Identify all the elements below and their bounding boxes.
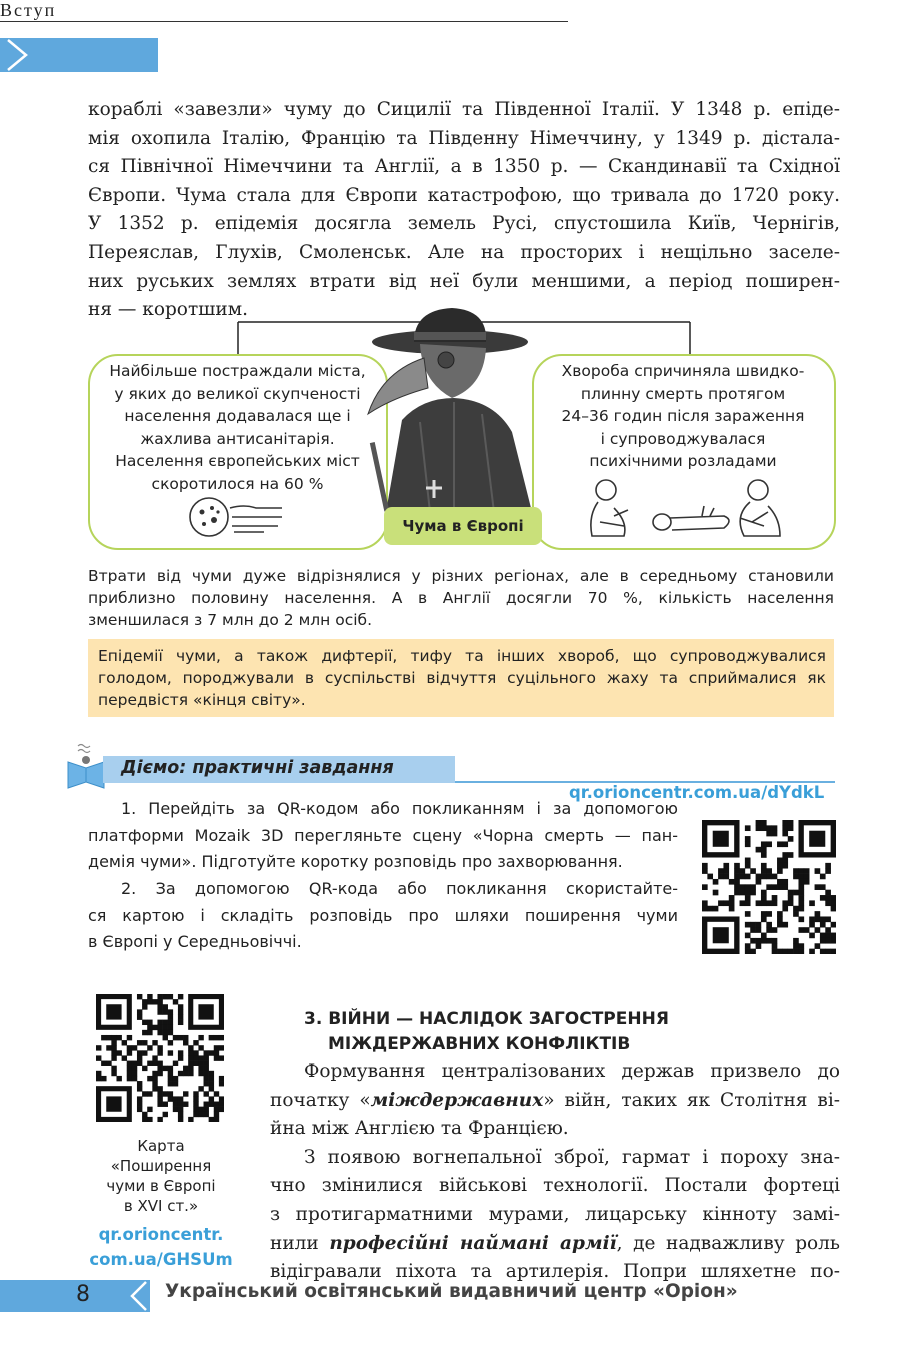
text-line: Втрати від чуми дуже відрізнялися у різних регіонах, але в середньому становили <box>88 567 834 585</box>
text-line: голодом, породжували в суспільстві відчуття суцільного жаху та сприймалися як <box>98 669 826 687</box>
bacteria-hand-icon <box>186 494 286 540</box>
sick-people-icon <box>584 476 784 542</box>
text-line: у яких до великої скупченості <box>114 384 361 403</box>
diagram-caption: Чума в Європі <box>384 507 542 545</box>
text-line: Переяслав, Глухів, Смоленськ. Але на просторих і нещільно заселе- <box>88 241 840 263</box>
text-span: » війн, таких як Столітня ві- <box>543 1089 840 1111</box>
text-line: платформи Mozaik 3D перегляньте сцену «Чорна смерть — пан- <box>88 825 678 845</box>
section3-paragraph <box>270 1058 840 1287</box>
text-line: в Європі у Середньовіччі. <box>88 932 302 951</box>
text-line: жахлива антисанітарія. <box>140 429 335 448</box>
text-line: Хвороба спричиняла швидко- <box>561 362 805 380</box>
text-line: в XVI ст.» <box>123 1197 199 1215</box>
text-line: них руських землях втрати від неї були меншими, а період поширен- <box>88 270 840 292</box>
chevron-right-icon <box>0 38 40 72</box>
qr-link-dydkl[interactable]: qr.orioncentr.com.ua/dYdkL <box>569 783 825 802</box>
text-line: ся картою і складіть розповідь про шляхи поширення чуми <box>88 905 678 925</box>
text-line: передвістя «кінця світу». <box>98 691 306 709</box>
text-line: Європи. Чума стала для Європи катастрофою, що тривала до 1720 року. <box>88 184 840 206</box>
diagram-right-text <box>542 360 824 473</box>
section-label: Вступ <box>0 0 57 20</box>
link-line[interactable]: qr.orioncentr. <box>98 1225 224 1244</box>
qr-map-caption <box>96 1136 226 1216</box>
page-number: 8 <box>76 1282 90 1307</box>
text-line: відігравали піхота та артилерія. Попри шляхетне по- <box>270 1261 840 1283</box>
text-line: Найбільше постраждали міста, <box>109 362 366 380</box>
text-line: 1. Перейдіть за QR-кодом або покликанням і за допомогою <box>121 799 678 818</box>
text-line: чно змінилися військові технології. Постали фортеці <box>270 1175 840 1197</box>
text-line: населення додавалася ще і <box>124 407 351 425</box>
text-line: ся Північної Німеччини та Англії, а в 1350 р. — Скандинавії та Східної <box>88 156 840 178</box>
section-heading-line2: МІЖДЕРЖАВНИХ КОНФЛІКТІВ <box>328 1034 631 1054</box>
text-line: зменшилася з 7 млн до 2 млн осіб. <box>88 611 373 629</box>
text-line <box>270 1087 840 1116</box>
text-line: Карта <box>137 1137 185 1155</box>
text-line: чуми в Європі <box>106 1177 216 1195</box>
task-2 <box>88 876 678 956</box>
task-1 <box>88 796 678 876</box>
qr-link-ghsum[interactable] <box>86 1222 236 1272</box>
text-line: У 1352 р. епідемія досягла земель Русі, спустошила Київ, Чернігів, <box>88 213 840 235</box>
intro-paragraph <box>88 96 840 325</box>
diagram-left-text <box>95 360 380 495</box>
text-line: ня — коротшим. <box>88 299 248 321</box>
text-span: нили <box>270 1232 330 1254</box>
text-line: Епідемії чуми, а також дифтерії, тифу та інших хвороб, що супроводжувалися <box>98 647 826 665</box>
text-line: і супроводжувалася <box>600 429 766 448</box>
text-line: психічними розладами <box>589 452 777 470</box>
text-line: приблизно половину населення. А в Англії досягли 70 %, кількість населення <box>88 589 834 607</box>
emphasis: міждержавних <box>370 1089 544 1111</box>
text-line: «Поширення <box>110 1157 212 1175</box>
losses-paragraph <box>88 565 834 631</box>
text-line <box>270 1230 840 1259</box>
publisher-name: Український освітянський видавничий центр «Оріон» <box>165 1281 738 1302</box>
chevron-left-icon <box>126 1280 150 1312</box>
section-heading-line1: 3. ВІЙНИ — НАСЛІДОК ЗАГОСТРЕННЯ <box>304 1009 669 1029</box>
text-line: йна між Англією та Францією. <box>270 1118 569 1140</box>
header-rule <box>0 21 568 22</box>
text-line: мія охопила Італію, Францію та Південну Німеччину, у 1349 р. дістала- <box>88 127 840 149</box>
text-line: плинну смерть протягом <box>580 384 786 403</box>
book-icon <box>66 738 106 790</box>
text-line: демія чуми». Підготуйте коротку розповідь про захворювання. <box>88 852 623 871</box>
text-span: , де надважливу роль <box>616 1232 841 1254</box>
text-line: Населення європейських міст <box>115 452 360 470</box>
text-line: кораблі «завезли» чуму до Сицилії та Південної Італії. У 1348 р. епіде- <box>88 99 840 120</box>
text-line: 2. За допомогою QR-кода або покликання скористайте- <box>121 879 678 898</box>
text-span: початку « <box>270 1089 371 1111</box>
qr-code-ghsum[interactable] <box>96 994 224 1127</box>
text-line: 24–36 годин після зараження <box>561 407 805 425</box>
tasks-title: Діємо: практичні завдання <box>121 758 394 778</box>
emphasis: професійні наймані армії <box>329 1232 617 1254</box>
note-text <box>98 645 826 711</box>
link-line[interactable]: com.ua/GHSUm <box>89 1250 233 1269</box>
qr-code-image <box>96 994 224 1122</box>
plague-doctor-illustration <box>362 302 542 512</box>
text-line: з протигарматними мурами, лицарську кінноту замі- <box>270 1203 840 1225</box>
text-line: Формування централізованих держав призвело до <box>304 1061 840 1082</box>
text-line: З появою вогнепальної зброї, гармат і пороху зна- <box>304 1146 840 1168</box>
text-line: скоротилося на 60 % <box>151 474 324 493</box>
qr-code-dydkl[interactable] <box>702 820 836 959</box>
qr-code-image <box>702 820 836 954</box>
